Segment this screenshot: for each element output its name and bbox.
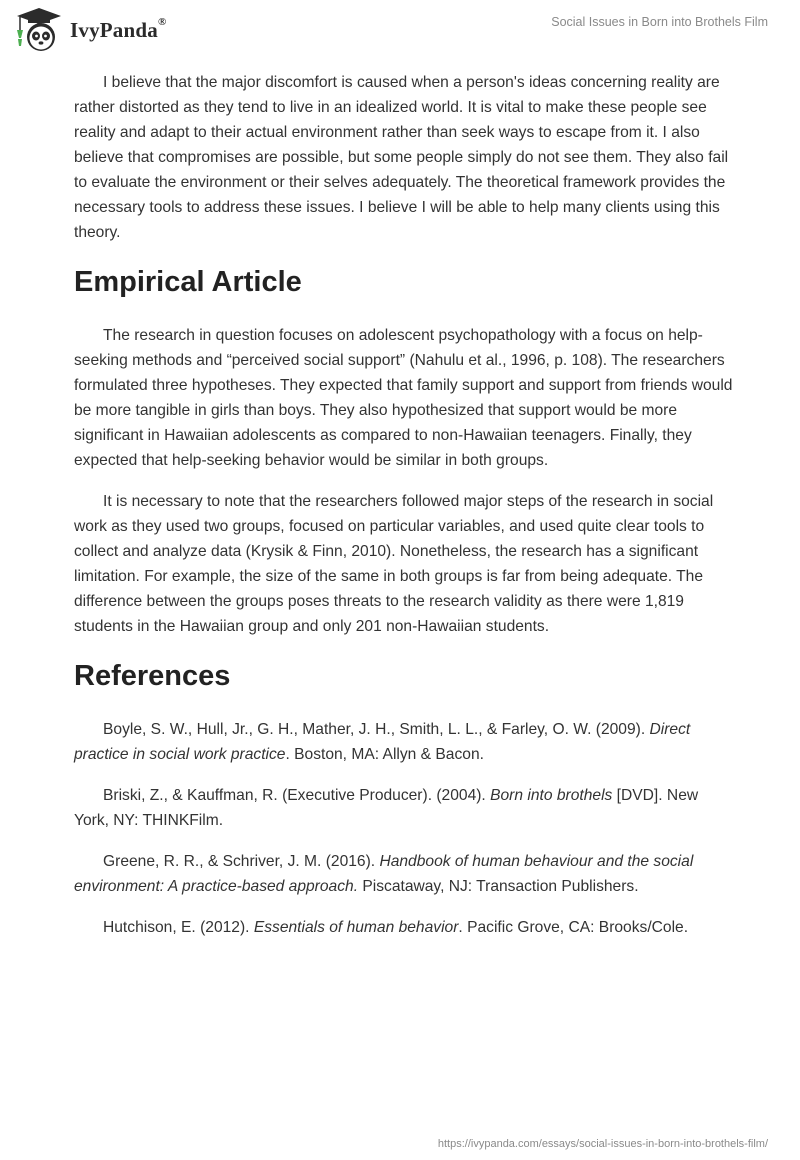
panda-graduate-icon <box>14 6 64 54</box>
paragraph-research-focus: The research in question focuses on adolescent psychopathology with a focus on help-seeking methods and “perceived social support” (Nahulu et al., 1996, p. 108). The researchers formulated three hypotheses. They expected that family support and support from friends would be more tangible in girls than boys. They also hypothesized that support would be more significant in Hawaiian adolescents as compared to non-Hawaiian teenagers. Finally, they expected that help-seeking behavior would be similar in both groups. <box>74 327 733 469</box>
heading-references: References <box>74 660 231 692</box>
reference-item: Hutchison, E. (2012). Essentials of human behavior. Pacific Grove, CA: Brooks/Cole. <box>103 919 689 936</box>
paragraph-research-limitations: It is necessary to note that the researchers followed major steps of the research in social work as they used two groups, focused on particular variables, and used quite clear tools to collect and analyze data (Krysik & Finn, 2010). Nonetheless, the research has a significant limitation. For example, the size of the same in both groups is far from being adequate. The difference between the groups poses threats to the research validity as there were 1,819 students in the Hawaiian group and only 201 non-Hawaiian students. <box>74 493 714 635</box>
reference-item: Briski, Z., & Kauffman, R. (Executive Producer). (2004). Born into brothels [DVD]. New York, NY: THINKFilm. <box>74 787 699 829</box>
reference-item: Boyle, S. W., Hull, Jr., G. H., Mather, J. H., Smith, L. L., & Farley, O. W. (2009). Direct practice in social work practice. Boston, MA: Allyn & Bacon. <box>74 721 691 763</box>
essay-content <box>74 70 734 956</box>
heading-empirical-article: Empirical Article <box>74 266 302 298</box>
document-title: Social Issues in Born into Brothels Film <box>551 15 768 29</box>
brand-name: IvyPanda® <box>70 15 167 42</box>
ivypanda-logo[interactable] <box>14 6 166 54</box>
page-header <box>0 0 800 64</box>
source-url[interactable]: https://ivypanda.com/essays/social-issues-in-born-into-brothels-film/ <box>437 1138 768 1150</box>
reference-item: Greene, R. R., & Schriver, J. M. (2016). Handbook of human behaviour and the social environment: A practice-based approach. Piscataway, NJ: Transaction Publishers. <box>74 853 694 895</box>
paragraph-theory: I believe that the major discomfort is caused when a person's ideas concerning reality are rather distorted as they tend to live in an idealized world. It is vital to make these people see reality and adapt to their actual environment rather than seek ways to escape from it. I also believe that compromises are possible, but some people simply do not see them. They also fail to evaluate the environment or their selves adequately. The theoretical framework provides the necessary tools to address these issues. I believe I will be able to help many clients using this theory. <box>74 74 729 241</box>
